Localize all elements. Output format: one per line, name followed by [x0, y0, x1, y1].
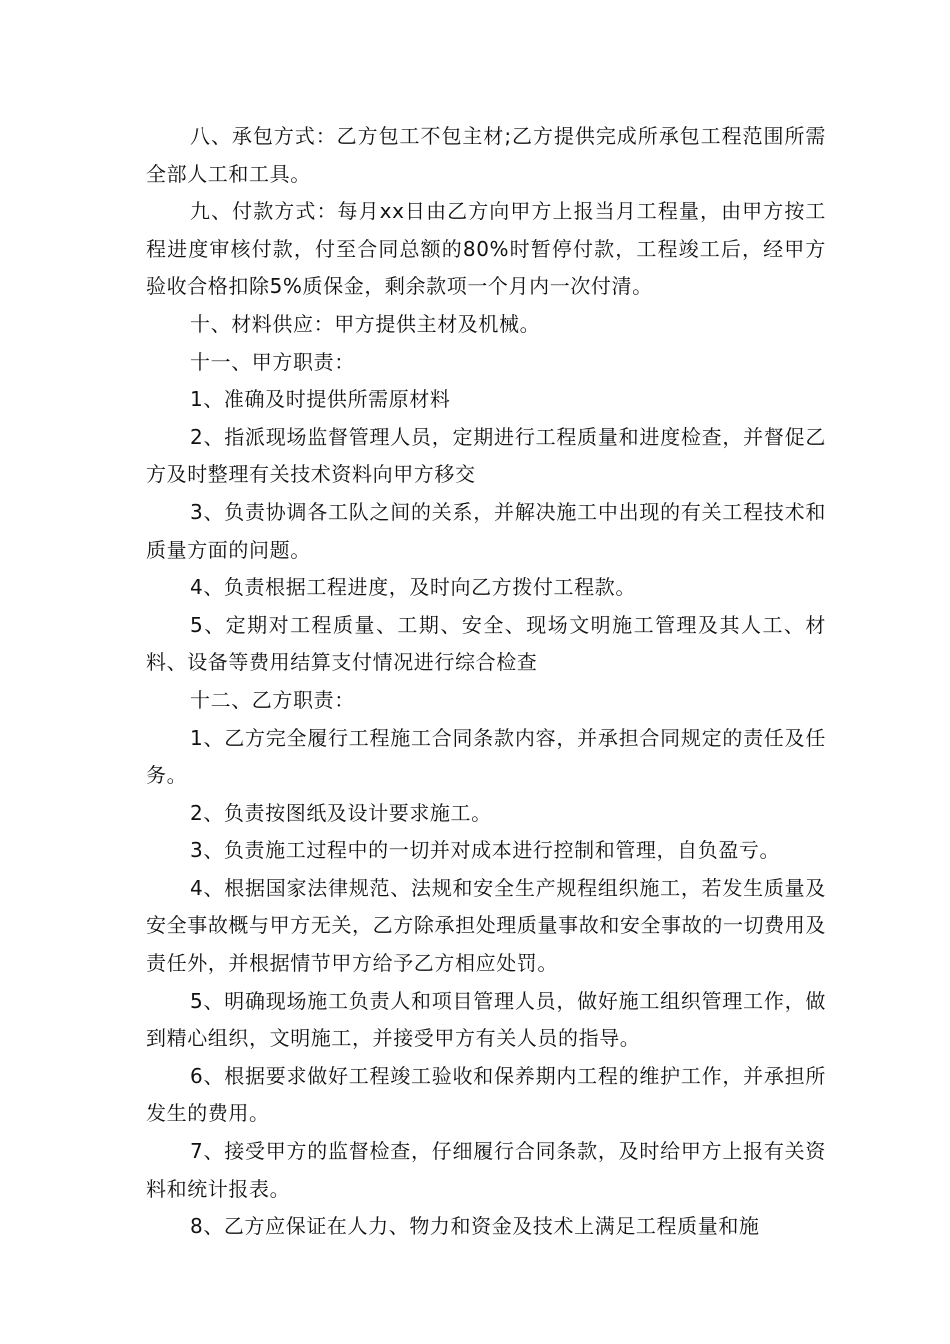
clause-12-item-4: 4、根据国家法律规范、法规和安全生产规程组织施工，若发生质量及安全事故概与甲方无关，乙方除承担处理质量事故和安全事故的一切费用及责任外，并根据情节甲方给予乙方相应处罚。: [146, 875, 826, 976]
clause-11-item-3: 3、负责协调各工队之间的关系，并解决施工中出现的有关工程技术和质量方面的问题。: [146, 499, 826, 562]
clause-11-item-5: 5、定期对工程质量、工期、安全、现场文明施工管理及其人工、材料、设备等费用结算支付情况进行综合检查: [146, 612, 826, 675]
clause-12-item-8: 8、乙方应保证在人力、物力和资金及技术上满足工程质量和施: [190, 1214, 760, 1239]
clause-11-item-4: 4、负责根据工程进度，及时向乙方拨付工程款。: [190, 575, 636, 600]
clause-12-item-1: 1、乙方完全履行工程施工合同条款内容，并承担合同规定的责任及任务。: [146, 725, 826, 788]
clause-9-payment-method: 九、付款方式：每月xx日由乙方向甲方上报当月工程量，由甲方按工程进度审核付款，付至合同总额的80%时暂停付款，工程竣工后，经甲方验收合格扣除5%质保金，剩余款项一个月内一次付清。: [146, 199, 826, 299]
clause-12-item-6: 6、根据要求做好工程竣工验收和保养期内工程的维护工作，并承担所发生的费用。: [146, 1063, 826, 1126]
clause-10-material-supply: 十、材料供应：甲方提供主材及机械。: [190, 311, 541, 336]
clause-12-item-7: 7、接受甲方的监督检查，仔细履行合同条款，及时给甲方上报有关资料和统计报表。: [146, 1139, 826, 1201]
clause-12-heading: 十二、乙方职责：: [190, 687, 355, 712]
clause-12-item-2: 2、负责按图纸及设计要求施工。: [190, 800, 492, 825]
clause-11-item-1: 1、准确及时提供所需原材料: [190, 387, 451, 412]
clause-11-item-2: 2、指派现场监督管理人员，定期进行工程质量和进度检查，并督促乙方及时整理有关技术资料向甲方移交: [146, 424, 826, 487]
clause-11-heading: 十一、甲方职责：: [190, 349, 355, 374]
clause-12-item-5: 5、明确现场施工负责人和项目管理人员，做好施工组织管理工作，做到精心组织，文明施工，并接受甲方有关人员的指导。: [146, 988, 826, 1051]
document-body: [146, 118, 826, 1246]
clause-12-item-3: 3、负责施工过程中的一切并对成本进行控制和管理，自负盈亏。: [190, 838, 781, 863]
clause-8-contract-method: 八、承包方式：乙方包工不包主材;乙方提供完成所承包工程范围所需全部人工和工具。: [146, 124, 826, 186]
